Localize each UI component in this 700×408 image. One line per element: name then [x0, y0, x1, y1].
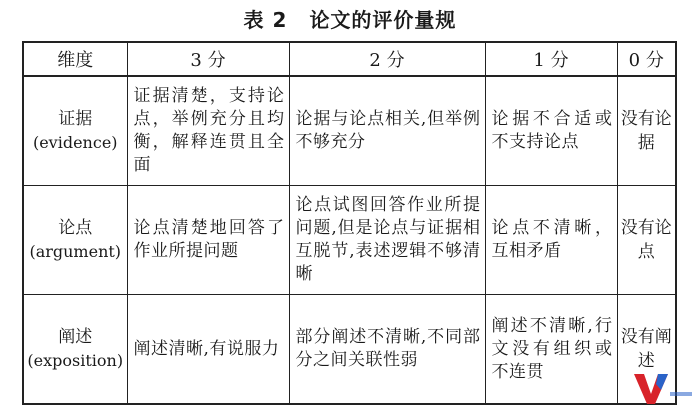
- table-row-evidence: [23, 76, 676, 186]
- criterion-cell: [23, 76, 127, 186]
- table-row-argument: [23, 186, 676, 295]
- criterion-name: 论点: [58, 218, 93, 238]
- table-number: 表 2: [243, 8, 288, 32]
- logo-bar: [670, 392, 692, 396]
- criterion-name: 阐述: [58, 327, 93, 347]
- header-dimension: 维度: [23, 42, 127, 76]
- score-1-cell: 论点不清晰，互相矛盾: [485, 186, 617, 295]
- criterion-cell: [23, 295, 127, 405]
- header-score-0: 0 分: [617, 42, 676, 76]
- criterion-english: (exposition): [27, 351, 124, 370]
- score-3-cell: 证据清楚，支持论点，举例充分且均衡，解释连贯且全面: [127, 76, 289, 186]
- criterion-english: (evidence): [32, 133, 118, 152]
- score-2-cell: 论点试图回答作业所提问题,但是论点与证据相互脱节,表述逻辑不够清晰: [289, 186, 485, 295]
- table-title: [0, 6, 700, 34]
- watermark-logo-icon: [620, 372, 696, 406]
- score-3-cell: 阐述清晰,有说服力: [127, 295, 289, 405]
- header-score-1: 1 分: [485, 42, 617, 76]
- criterion-english: (argument): [29, 242, 122, 261]
- score-2-cell: 论据与论点相关,但举例不够充分: [289, 76, 485, 186]
- score-0-cell: 没有论据: [617, 76, 676, 186]
- score-1-cell: 阐述不清晰,行文没有组织或不连贯: [485, 295, 617, 405]
- header-score-2: 2 分: [289, 42, 485, 76]
- criterion-cell: [23, 186, 127, 295]
- rubric-table: [22, 41, 677, 405]
- header-row: [23, 42, 676, 76]
- score-1-cell: 论据不合适或不支持论点: [485, 76, 617, 186]
- table-row-exposition: [23, 295, 676, 405]
- header-score-3: 3 分: [127, 42, 289, 76]
- score-0-cell: 没有论点: [617, 186, 676, 295]
- score-3-cell: 论点清楚地回答了作业所提问题: [127, 186, 289, 295]
- score-2-cell: 部分阐述不清晰,不同部分之间关联性弱: [289, 295, 485, 405]
- score-0-cell: 没有阐述: [617, 295, 676, 405]
- table-caption: 论文的评价量规: [309, 8, 457, 32]
- criterion-name: 证据: [58, 109, 93, 129]
